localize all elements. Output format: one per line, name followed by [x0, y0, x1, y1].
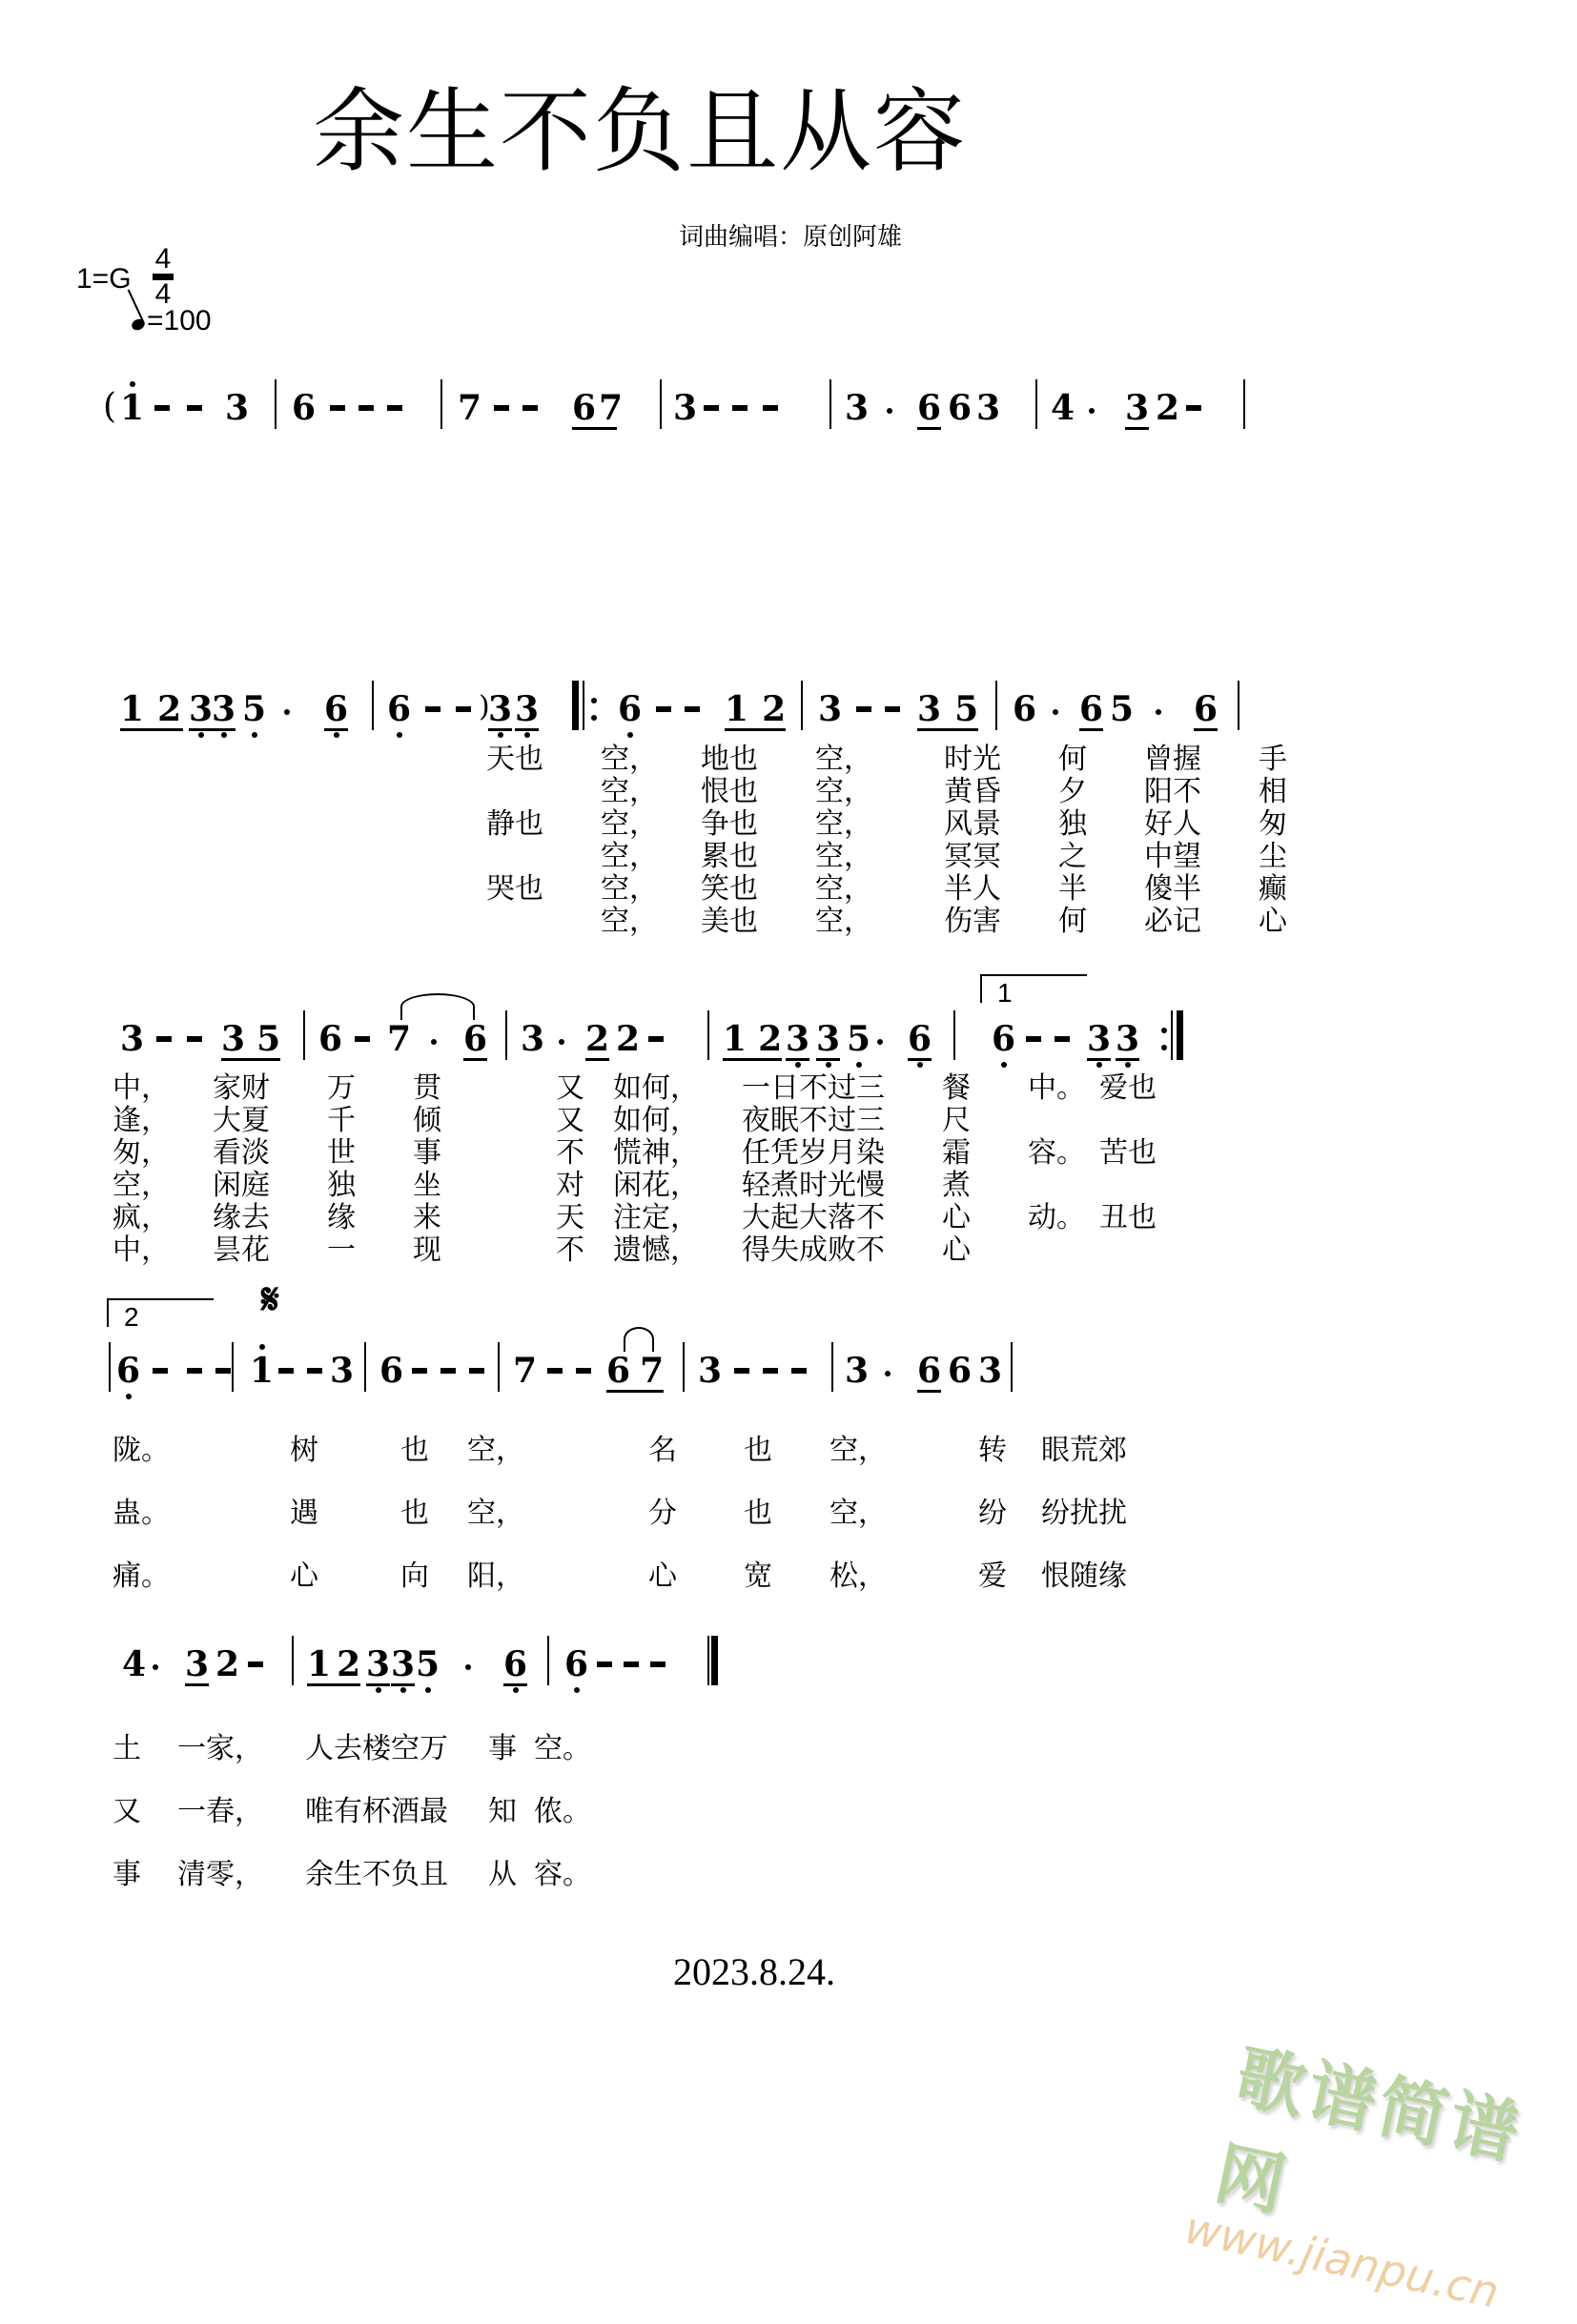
- dash: [763, 405, 778, 411]
- repeat-end-thin: [1171, 1010, 1173, 1060]
- lyric-verse-6: 空， 美也 空， 伤害 何 必记 心: [486, 905, 1287, 938]
- note-underlined: [606, 1352, 664, 1393]
- tie-slur: [624, 1327, 654, 1352]
- tempo-value: =100: [147, 305, 212, 336]
- lyric: 也: [400, 1434, 429, 1467]
- dash: [154, 405, 170, 411]
- dash: [656, 706, 671, 712]
- dash: [856, 706, 871, 712]
- note-underlined: [725, 690, 786, 731]
- barline: [1011, 1342, 1013, 1392]
- dash: [732, 405, 748, 411]
- note: 3: [225, 388, 250, 428]
- barline: [232, 1342, 234, 1392]
- barline: [831, 1342, 833, 1392]
- note: 5: [954, 689, 979, 729]
- dash: [358, 405, 374, 411]
- close-paren: ): [479, 690, 490, 724]
- lyric-verse-4: 空， 累也 空， 冥冥 之 中望 尘: [486, 840, 1287, 873]
- repeat-dot: [591, 698, 597, 703]
- note-low: 6: [618, 689, 643, 729]
- lyric: 陇。: [113, 1434, 170, 1467]
- watermark-url: www.jianpu.cn: [1180, 2201, 1504, 2318]
- lyric-verse-1: 中， 家财 万 贯 又 如何， 一日不过三 餐 中。 爱也: [113, 1071, 1157, 1105]
- staff-line-1: [0, 389, 1577, 446]
- note: 3: [978, 1351, 1003, 1391]
- lyric: 眼荒郊: [1041, 1434, 1127, 1467]
- lyric-verse-3: [0, 1560, 1577, 1623]
- augmentation-dot: [465, 1664, 471, 1670]
- lyric: 也: [744, 1497, 772, 1530]
- quarter-note-icon: [130, 317, 146, 333]
- composition-date: 2023.8.24.: [673, 1950, 835, 1993]
- barline: [547, 1636, 549, 1685]
- barline: [292, 1636, 294, 1685]
- note-low: 5: [416, 1644, 440, 1684]
- lyric: 事: [113, 1858, 141, 1891]
- lyric-verse-6: 中， 昙花 一 现 不 遗憾， 得失成败不 心: [113, 1233, 971, 1267]
- note: 1: [725, 689, 749, 729]
- note-low: 6: [503, 1644, 528, 1684]
- repeat-start-thin: [583, 681, 584, 730]
- lyric-verse-2: [0, 1796, 1577, 1859]
- dash: [156, 1036, 172, 1042]
- barline: [1035, 379, 1037, 429]
- note: 3: [330, 1351, 355, 1391]
- credit-line: 词曲编唱：原创阿雄: [679, 223, 903, 252]
- note-low: 6: [908, 1019, 932, 1059]
- second-ending-number: 2: [124, 1302, 139, 1332]
- dash: [648, 1036, 664, 1042]
- dash: [1186, 405, 1201, 411]
- note-underlined: 6: [1194, 689, 1219, 729]
- lyric: 树: [290, 1434, 318, 1467]
- note: 6: [572, 388, 597, 428]
- lyric-verse-1: 天也 空， 地也 空， 时光 何 曾握 手: [486, 743, 1287, 776]
- dash: [522, 405, 538, 411]
- note-low: 3: [366, 1644, 391, 1684]
- note: 2: [758, 1019, 783, 1059]
- note: 3: [845, 1351, 870, 1391]
- note: 6: [1013, 689, 1037, 729]
- lyric: 爱: [978, 1560, 1007, 1593]
- barline: [275, 379, 276, 429]
- note-low: 3: [488, 689, 513, 729]
- open-paren: (: [103, 387, 117, 426]
- note: 3: [521, 1019, 545, 1059]
- note: 3: [845, 388, 870, 428]
- note: 5: [1110, 689, 1135, 729]
- dash: [597, 1661, 612, 1667]
- lyric: 纷扰扰: [1041, 1497, 1127, 1530]
- staff-line-3: [0, 1020, 1577, 1077]
- lyric: 名: [648, 1434, 677, 1467]
- note: 2: [157, 689, 182, 729]
- lyric: 也: [744, 1434, 772, 1467]
- lyric: 转: [978, 1434, 1007, 1467]
- second-ending-bracket: [107, 1298, 214, 1332]
- note: 4: [1051, 388, 1075, 428]
- lyric: 纷: [978, 1497, 1007, 1530]
- lyric: 心: [648, 1560, 677, 1593]
- lyric-verse-1: [0, 1733, 1577, 1796]
- repeat-end-thick: [1177, 1010, 1183, 1060]
- barline: [505, 1010, 507, 1060]
- lyric: 知: [488, 1795, 517, 1828]
- song-title: 余生不负且从容: [313, 78, 967, 185]
- dash: [704, 405, 719, 411]
- note: 5: [256, 1019, 281, 1059]
- note-low: 3: [515, 689, 540, 729]
- dash: [153, 1368, 168, 1374]
- lyrics-block-5: [0, 1733, 1577, 1922]
- note: 6: [606, 1351, 631, 1391]
- lyric-verse-3: 匆， 看淡 世 事 不 慌神， 任凭岁月染 霜 容。 苦也: [113, 1136, 1157, 1170]
- key-signature: 1=G: [76, 263, 132, 295]
- note: 6: [292, 388, 317, 428]
- dash: [624, 1661, 639, 1667]
- barline: [801, 681, 803, 730]
- lyric: 容。: [534, 1858, 591, 1891]
- dash: [215, 1368, 231, 1374]
- note: 2: [215, 1644, 240, 1684]
- augmentation-dot: [284, 709, 290, 715]
- note: 1: [120, 388, 145, 428]
- note: 6: [379, 1351, 404, 1391]
- final-barline-thin: [707, 1636, 709, 1685]
- lyric: 余生不负且: [305, 1858, 448, 1891]
- tempo-marking: [132, 305, 212, 337]
- dash: [412, 1368, 427, 1374]
- barline: [303, 1010, 305, 1060]
- lyric: 土: [113, 1732, 141, 1765]
- final-barline-thick: [711, 1636, 718, 1685]
- lyric: 一春，: [177, 1795, 263, 1828]
- note-underlined: [723, 1020, 782, 1061]
- note-low: 3: [786, 1019, 810, 1059]
- note-low: 3: [1087, 1019, 1112, 1059]
- lyric-verse-3: 静也 空， 争也 空， 风景 独 好人 匆: [486, 807, 1287, 841]
- dash: [248, 1661, 263, 1667]
- lyric: 松，: [829, 1560, 887, 1593]
- lyric-verse-5: 疯， 缘去 缘 来 天 注定， 大起大落不 心 动。 丑也: [113, 1201, 1157, 1234]
- lyric: 从: [488, 1858, 517, 1891]
- note-underlined: 6: [463, 1019, 488, 1059]
- dash: [425, 706, 440, 712]
- note: 2: [1156, 388, 1180, 428]
- dash: [469, 1368, 484, 1374]
- note-low: 3: [816, 1019, 841, 1059]
- dash: [494, 405, 509, 411]
- note-low: 6: [992, 1019, 1016, 1059]
- augmentation-dot: [431, 1039, 437, 1045]
- barline: [660, 379, 662, 429]
- augmentation-dot: [1156, 709, 1161, 715]
- lyric: 蛊。: [113, 1497, 170, 1530]
- lyric-verse-2: [0, 1498, 1577, 1560]
- note-underlined: 3: [185, 1644, 210, 1684]
- lyric: 也: [400, 1497, 429, 1530]
- dash: [187, 405, 202, 411]
- staff-line-4: [0, 1352, 1577, 1409]
- note: 6: [948, 388, 973, 428]
- lyrics-block-3: [113, 1072, 1157, 1267]
- dash: [456, 706, 471, 712]
- dash: [387, 405, 402, 411]
- repeat-dot: [591, 715, 597, 721]
- barline: [1238, 681, 1239, 730]
- note-underlined: [221, 1020, 280, 1061]
- lyrics-block-4: [0, 1435, 1577, 1623]
- note-underlined: [917, 690, 978, 731]
- repeat-start-thick: [572, 681, 579, 730]
- barline: [707, 1010, 709, 1060]
- note-underlined: 2: [585, 1019, 610, 1059]
- note: 3: [976, 388, 1001, 428]
- lyric-verse-3: [0, 1859, 1577, 1922]
- note-underlined: 6: [1079, 689, 1104, 729]
- lyric-verse-5: 哭也 空， 笑也 空， 半人 半 傻半 癫: [486, 872, 1287, 906]
- note-low: 3: [391, 1644, 416, 1684]
- dash: [1026, 1036, 1041, 1042]
- lyric: 宽: [744, 1560, 772, 1593]
- note: 7: [387, 1019, 412, 1059]
- note-underlined: 6: [917, 1351, 942, 1391]
- lyric-verse-1: [0, 1435, 1577, 1498]
- augmentation-dot: [887, 408, 892, 414]
- note: 7: [513, 1351, 538, 1391]
- note-low: 6: [116, 1351, 141, 1391]
- note-underlined: [307, 1645, 360, 1686]
- dash: [307, 1368, 322, 1374]
- note-underlined: 6: [917, 388, 942, 428]
- staff-line-2: [0, 690, 1577, 747]
- lyric: 人去楼空万: [305, 1732, 448, 1765]
- repeat-dot: [1161, 1028, 1167, 1033]
- note: 1: [723, 1019, 748, 1059]
- lyric: 空，: [467, 1434, 524, 1467]
- time-signature-denominator: 4: [154, 278, 172, 310]
- lyric: 空，: [829, 1497, 887, 1530]
- lyric: 分: [648, 1497, 677, 1530]
- repeat-dot: [1161, 1045, 1167, 1050]
- note: 3: [120, 1019, 145, 1059]
- note: 4: [122, 1644, 147, 1684]
- barline: [995, 681, 997, 730]
- note-high: 1: [250, 1351, 275, 1391]
- note: 7: [599, 388, 624, 428]
- dash: [440, 1368, 456, 1374]
- note: 2: [762, 689, 787, 729]
- segno-icon: 𝄋: [261, 1275, 279, 1324]
- lyric: 心: [290, 1560, 318, 1593]
- watermark: [1180, 2021, 1570, 2324]
- augmentation-dot: [559, 1039, 564, 1045]
- first-ending-number: 1: [997, 978, 1013, 1008]
- barline: [829, 379, 831, 429]
- barline: [498, 1342, 500, 1392]
- note: 7: [458, 388, 482, 428]
- barline: [1243, 379, 1245, 429]
- first-ending-bracket: [980, 974, 1087, 1008]
- note: 6: [318, 1019, 343, 1059]
- barline: [953, 1010, 955, 1060]
- note-low: 6: [324, 689, 349, 729]
- note-low: 6: [387, 689, 412, 729]
- dash: [187, 1036, 202, 1042]
- note-low: 3: [1116, 1019, 1140, 1059]
- tie-slur: [400, 993, 475, 1020]
- note-low: 5: [242, 689, 267, 729]
- lyric: 空。: [534, 1732, 591, 1765]
- note: 3: [698, 1351, 723, 1391]
- note-low: 3: [189, 689, 214, 729]
- lyric: 痛。: [113, 1560, 170, 1593]
- dash: [576, 1368, 591, 1374]
- lyric: 唯有杯酒最: [305, 1795, 448, 1828]
- dash: [791, 1368, 807, 1374]
- lyric: 空，: [467, 1497, 524, 1530]
- note-underlined: 3: [1125, 388, 1150, 428]
- note: 3: [818, 689, 843, 729]
- dash: [355, 1036, 370, 1042]
- augmentation-dot: [1053, 709, 1058, 715]
- lyric: 事: [488, 1732, 517, 1765]
- note: 3: [917, 689, 942, 729]
- note: 7: [640, 1351, 665, 1391]
- dash: [330, 405, 345, 411]
- dash: [187, 1368, 202, 1374]
- note: 3: [221, 1019, 246, 1059]
- lyric: 又: [113, 1795, 141, 1828]
- dash: [278, 1368, 294, 1374]
- lyric: 一家，: [177, 1732, 263, 1765]
- note: 1: [120, 689, 145, 729]
- watermark-text: 歌谱简谱网: [1208, 2035, 1530, 2227]
- lyric-verse-4: 空， 闲庭 独 坐 对 闲花， 轻煮时光慢 煮: [113, 1169, 971, 1202]
- note: 1: [307, 1644, 332, 1684]
- note-low: 3: [212, 689, 236, 729]
- dash: [685, 706, 700, 712]
- lyric: 空，: [829, 1434, 887, 1467]
- staff-line-5: [0, 1645, 1577, 1702]
- lyrics-block-2: [486, 744, 1287, 938]
- augmentation-dot: [1089, 408, 1095, 414]
- note: 6: [948, 1351, 973, 1391]
- barline: [440, 379, 442, 429]
- lyric: 遇: [290, 1497, 318, 1530]
- lyric: 阳，: [467, 1560, 524, 1593]
- time-signature-numerator: 4: [154, 243, 172, 275]
- lyric-verse-2: 空， 恨也 空， 黄昏 夕 阳不 相: [486, 775, 1287, 808]
- lyric: 恨随缘: [1041, 1560, 1127, 1593]
- augmentation-dot: [885, 1371, 891, 1376]
- note-low: 5: [847, 1019, 871, 1059]
- dash: [1055, 1036, 1070, 1042]
- dash: [734, 1368, 749, 1374]
- dash: [547, 1368, 563, 1374]
- dash: [885, 706, 900, 712]
- note: 2: [616, 1019, 641, 1059]
- barline: [372, 681, 374, 730]
- barline: [109, 1342, 111, 1392]
- time-signature: [153, 243, 174, 310]
- note: 2: [337, 1644, 361, 1684]
- dash: [650, 1661, 666, 1667]
- note-underlined: [120, 690, 183, 731]
- lyric: 清零，: [177, 1858, 263, 1891]
- dash: [763, 1368, 778, 1374]
- barline: [683, 1342, 685, 1392]
- note: 3: [673, 388, 698, 428]
- lyric-verse-2: 逢， 大夏 千 倾 又 如何， 夜眠不过三 尺: [113, 1104, 971, 1137]
- barline: [364, 1342, 366, 1392]
- lyric: 侬。: [534, 1795, 591, 1828]
- lyric: 向: [400, 1560, 429, 1593]
- note-low: 6: [564, 1644, 589, 1684]
- augmentation-dot: [877, 1039, 883, 1045]
- augmentation-dot: [153, 1664, 158, 1670]
